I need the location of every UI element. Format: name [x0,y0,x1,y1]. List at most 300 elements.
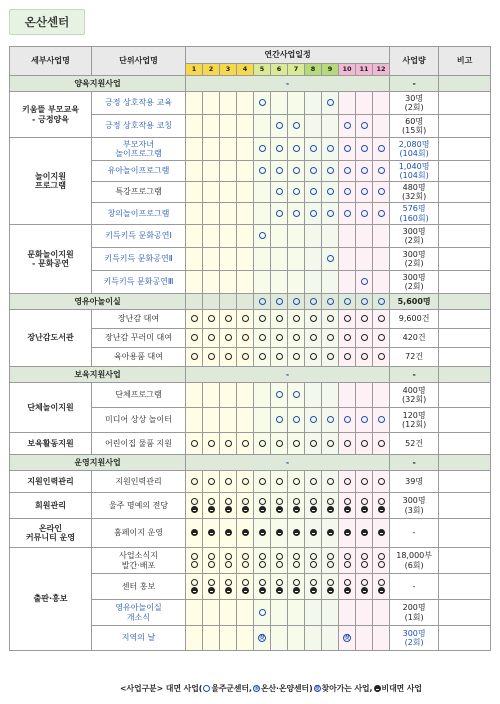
month-cell [220,626,237,651]
face-to-face-marker [361,579,368,586]
month-cell [356,383,373,408]
face-to-face-marker [378,498,385,505]
month-cell [271,626,288,651]
quantity-cell [390,383,439,408]
face-to-face-marker [242,561,249,568]
online-marker [378,506,385,513]
month-cell [271,161,288,182]
face-to-face-marker [259,315,266,322]
face-to-face-marker [242,478,249,485]
face-to-face-marker [378,188,385,195]
quantity-cell [390,248,439,271]
month-cell [373,626,390,651]
month-cell [203,248,220,271]
face-to-face-marker [259,498,266,505]
category-cell [10,383,92,433]
category-line: 커뮤니티 운영 [25,533,76,542]
face-to-face-marker [378,561,385,568]
category-line: 지원인력관리 [27,476,74,486]
online-marker [344,506,351,513]
section-schedule: - [186,367,390,383]
month-cell [288,626,305,651]
month-header: 4 [237,64,254,76]
program-row [10,519,491,548]
month-cell [305,471,322,493]
month-cell [339,161,356,182]
month-cell [271,92,288,115]
month-cell [356,348,373,367]
month-cell [305,348,322,367]
face-to-face-marker [344,315,351,322]
month-cell [322,471,339,493]
month-cell [186,329,203,348]
section-schedule: - [186,76,390,92]
quantity-cell [390,138,439,161]
month-cell [271,383,288,408]
online-marker [293,529,300,536]
month-cell [271,203,288,225]
face-to-face-marker [208,315,215,322]
section-title: 양육지원사업 [10,76,186,92]
legend-local: 온산·온양센터) [260,684,313,693]
online-marker [276,529,283,536]
face-to-face-marker [208,478,215,485]
face-to-face-marker [378,440,385,447]
program-row [10,493,491,519]
month-header: 1 [186,64,203,76]
note-cell [439,115,491,138]
month-cell [356,329,373,348]
face-to-face-marker [293,391,300,398]
face-to-face-marker [242,353,249,360]
section-quantity: - [390,455,439,471]
month-cell [322,548,339,574]
month-cell [339,203,356,225]
month-cell [237,519,254,548]
month-cell [356,203,373,225]
month-cell [254,383,271,408]
category-line: 보육활동지원 [27,438,74,448]
quantity-line: (3회) [404,505,424,515]
note-cell [439,600,491,626]
program-line: 개소식 [126,612,151,622]
month-cell [288,600,305,626]
month-cell [322,294,339,310]
note-cell [439,383,491,408]
face-to-face-marker [276,298,283,305]
face-to-face-marker [208,498,215,505]
month-cell [288,574,305,600]
month-cell [339,348,356,367]
quantity-line: 200명 [402,603,426,613]
month-cell [220,161,237,182]
month-cell [373,203,390,225]
face-to-face-marker [378,334,385,341]
category-cell [10,310,92,367]
month-cell [322,433,339,455]
month-cell [254,203,271,225]
face-to-face-marker [344,145,351,152]
month-cell [288,248,305,271]
month-cell [254,471,271,493]
face-to-face-marker [208,579,215,586]
face-to-face-marker [310,561,317,568]
month-header: 3 [220,64,237,76]
month-cell [203,548,220,574]
face-to-face-marker [327,440,334,447]
section-note [439,455,491,471]
program-row [10,433,491,455]
month-cell [288,182,305,203]
face-to-face-marker [361,167,368,174]
face-to-face-marker [259,353,266,360]
quantity-cell [390,92,439,115]
month-cell [305,626,322,651]
category-cell [10,471,92,493]
quantity-cell: 420건 [390,329,439,348]
month-cell [271,115,288,138]
face-to-face-marker [259,478,266,485]
month-cell [237,115,254,138]
month-cell [220,519,237,548]
face-to-face-marker [225,553,232,560]
month-cell [186,408,203,433]
program-row [10,471,491,493]
month-cell [305,408,322,433]
month-cell [254,182,271,203]
month-cell [271,182,288,203]
month-cell [186,348,203,367]
face-to-face-marker [191,561,198,568]
month-cell [186,574,203,600]
month-cell [271,271,288,294]
online-marker [191,529,198,536]
month-cell [305,138,322,161]
month-cell [373,408,390,433]
face-to-face-marker [344,498,351,505]
month-cell [237,626,254,651]
online-marker [310,529,317,536]
month-cell [339,138,356,161]
face-to-face-marker [310,210,317,217]
month-cell [186,294,203,310]
face-to-face-marker [344,167,351,174]
quantity-cell: 52건 [390,433,439,455]
month-cell [271,574,288,600]
header-quantity: 사업량 [390,47,439,76]
online-marker [378,529,385,536]
header-program: 단위사업명 [92,47,186,76]
month-cell [186,203,203,225]
section-row [10,367,491,383]
note-cell [439,574,491,600]
quantity-cell [390,600,439,626]
month-cell [305,225,322,248]
note-cell [439,310,491,329]
month-header: 10 [339,64,356,76]
face-to-face-marker [293,440,300,447]
face-to-face-marker [327,561,334,568]
month-cell [237,329,254,348]
month-cell [356,182,373,203]
program-line: 영유아놀이실 [115,603,162,613]
face-to-face-marker [310,579,317,586]
category-line: 키움뜰 부모교육 [22,105,79,115]
month-cell [305,329,322,348]
month-cell [305,493,322,519]
month-cell [271,248,288,271]
month-cell [186,115,203,138]
month-cell [254,310,271,329]
non-face-to-face-icon [374,685,381,692]
program-name: 특강프로그램 [92,182,186,203]
month-cell [254,294,271,310]
face-to-face-marker [191,315,198,322]
month-cell [305,92,322,115]
legend-outreach: 찾아가는 사업, [321,684,373,693]
face-to-face-marker [293,561,300,568]
face-to-face-marker [259,145,266,152]
category-cell [10,519,92,548]
quantity-line: (15회) [402,126,427,135]
program-name: 장난감 대여 [92,310,186,329]
face-to-face-marker [242,579,249,586]
month-cell [356,626,373,651]
month-cell [254,519,271,548]
month-cell [288,383,305,408]
face-to-face-marker [191,498,198,505]
month-cell [305,271,322,294]
month-cell [339,225,356,248]
month-cell [220,294,237,310]
online-marker [259,506,266,513]
month-cell [373,383,390,408]
note-cell [439,493,491,519]
face-to-face-marker [276,188,283,195]
month-cell [305,203,322,225]
online-marker [208,529,215,536]
month-cell [305,248,322,271]
face-to-face-marker [293,210,300,217]
month-header: 5 [254,64,271,76]
month-cell [237,294,254,310]
month-cell [339,574,356,600]
face-to-face-marker [327,553,334,560]
face-to-face-marker [293,498,300,505]
month-cell [288,138,305,161]
month-cell [322,626,339,651]
quantity-cell: 39명 [390,471,439,493]
month-cell [322,182,339,203]
month-cell [237,383,254,408]
face-to-face-marker [225,440,232,447]
month-cell [186,161,203,182]
month-cell [203,408,220,433]
month-cell [254,115,271,138]
month-cell [203,626,220,651]
month-cell [288,471,305,493]
month-cell [271,433,288,455]
month-cell [186,310,203,329]
month-cell [220,329,237,348]
face-to-face-marker [378,298,385,305]
note-cell [439,203,491,225]
month-cell [322,248,339,271]
month-cell [220,203,237,225]
month-cell [356,600,373,626]
quantity-cell: 72건 [390,348,439,367]
month-cell [271,408,288,433]
month-cell [322,203,339,225]
note-cell [439,92,491,115]
online-marker [293,587,300,594]
month-cell [356,493,373,519]
program-line: 부모자녀 [123,139,154,149]
month-header: 7 [288,64,305,76]
quantity-cell: - [390,519,439,548]
note-cell [439,548,491,574]
face-to-face-marker [344,188,351,195]
section-title: 운영지원사업 [10,455,186,471]
online-marker [276,506,283,513]
month-cell [356,294,373,310]
face-to-face-marker [225,561,232,568]
quantity-cell: 9,600건 [390,310,439,329]
program-row [10,92,491,115]
month-cell [186,519,203,548]
month-cell [220,408,237,433]
month-cell [322,225,339,248]
quantity-line: 1,040명 [398,161,430,171]
month-cell [322,115,339,138]
category-line: 출판·홍보 [33,594,68,604]
header-note: 비고 [439,47,491,76]
face-to-face-marker [310,478,317,485]
program-name: 긍정 상호작용 교육 [92,92,186,115]
face-to-face-marker [293,416,300,423]
quantity-line: 300명 [402,249,426,259]
face-to-face-marker [259,440,266,447]
month-cell [305,115,322,138]
quantity-line: (2회) [404,103,424,112]
month-cell [220,138,237,161]
face-to-face-marker [225,334,232,341]
note-cell [439,138,491,161]
face-to-face-marker [276,553,283,560]
online-marker [293,506,300,513]
month-header: 9 [322,64,339,76]
month-cell [237,600,254,626]
online-marker [378,587,385,594]
quantity-cell: - [390,574,439,600]
face-to-face-marker [208,334,215,341]
online-marker [361,529,368,536]
face-to-face-marker [361,122,368,129]
month-cell [271,310,288,329]
program-line: 놀이프로그램 [115,149,162,158]
online-marker [225,587,232,594]
month-cell [373,138,390,161]
month-cell [356,225,373,248]
face-to-face-marker [344,416,351,423]
program-name: 장난감 꾸러미 대여 [92,329,186,348]
month-cell [186,626,203,651]
month-cell [339,626,356,651]
face-to-face-marker [361,553,368,560]
program-name: 유아놀이프로그램 [92,161,186,182]
online-marker [344,587,351,594]
category-cell [10,433,92,455]
month-cell [203,433,220,455]
month-cell [220,271,237,294]
note-cell [439,248,491,271]
month-cell [237,548,254,574]
month-cell [373,225,390,248]
month-cell [203,225,220,248]
month-cell [271,225,288,248]
month-cell [373,248,390,271]
month-cell [356,471,373,493]
month-cell [373,161,390,182]
face-to-face-marker [361,416,368,423]
quantity-cell [390,115,439,138]
legend-online: 비대면 사업 [381,684,422,693]
month-cell [237,138,254,161]
quantity-cell [390,203,439,225]
online-marker [225,506,232,513]
quantity-line: (2회) [404,259,424,268]
month-cell [254,600,271,626]
quantity-line: 480명 [402,182,426,192]
month-cell [254,548,271,574]
face-to-face-marker [276,353,283,360]
face-to-face-marker [293,579,300,586]
month-cell [373,92,390,115]
face-to-face-marker [327,99,334,106]
program-name: 어린이집 물품 지원 [92,433,186,455]
month-cell [220,310,237,329]
quantity-cell [390,182,439,203]
face-to-face-marker [344,561,351,568]
face-to-face-marker [208,553,215,560]
category-cell [10,548,92,651]
face-to-face-marker [378,315,385,322]
quantity-line: (32회) [402,192,427,201]
month-cell [220,182,237,203]
program-name: 창의놀이프로그램 [92,203,186,225]
face-to-face-marker [310,353,317,360]
quantity-cell [390,548,439,574]
program-name: 키득키득 문화공연Ⅰ [92,225,186,248]
face-to-face-marker [191,579,198,586]
note-cell [439,471,491,493]
month-cell [237,161,254,182]
month-cell [254,248,271,271]
quantity-line: (2회) [404,282,424,291]
month-cell [356,161,373,182]
online-marker [259,587,266,594]
online-marker [259,529,266,536]
quantity-line: 2,080명 [398,139,430,149]
month-cell [288,493,305,519]
page-title: 온산센터 [24,15,70,29]
month-cell [237,271,254,294]
month-cell [322,138,339,161]
program-name: 홈페이지 운영 [92,519,186,548]
face-to-face-marker [327,145,334,152]
legend-central: 울주군센터, [211,684,252,693]
month-cell [203,115,220,138]
